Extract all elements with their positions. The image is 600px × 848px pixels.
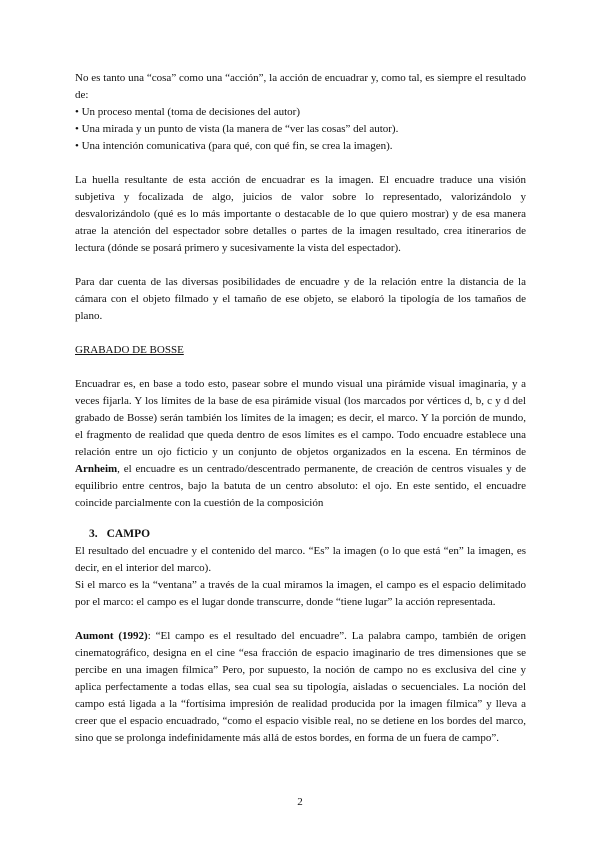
- campo-section-title: [89, 526, 526, 543]
- grabado-text-after: , el encuadre es un centrado/descentrado permanente, de creación de centros visuales y de equilibrio entre centros, bajo la batuta de un centro absoluto: el ojo. En este sentido, el encuadre coincide parcialmente con la cuestión de la composición: [75, 463, 526, 509]
- spacer: [75, 155, 526, 172]
- arnheim-author: Arnheim: [75, 463, 118, 475]
- spacer: [75, 611, 526, 628]
- document-page: [75, 70, 526, 747]
- grabado-paragraph: [75, 376, 526, 512]
- spacer: [75, 325, 526, 342]
- grabado-text-before: Encuadrar es, en base a todo esto, pasear sobre el mundo visual una pirámide visual imaginaria, y a veces fijarla. Y los límites de la base de esa pirámide visual (los marcados por vértices d, b, c y d del grabado de Bosse) serán también los límites de la imagen; es decir, el marco. Y la porción de mundo, el fragmento de realidad que queda dentro de esos límites es el campo. Todo encuadre establece una relación entre un ojo ficticio y un conjunto de objetos organizados en la escena. En términos de: [75, 378, 526, 458]
- bullet-item: • Una mirada y un punto de vista (la manera de “ver las cosas” del autor).: [75, 123, 399, 135]
- spacer: [75, 359, 526, 376]
- section-title-text: CAMPO: [106, 528, 151, 540]
- spacer: [75, 257, 526, 274]
- intro-paragraph: No es tanto una “cosa” como una “acción”, la acción de encuadrar y, como tal, es siempre el resultado de:: [75, 72, 526, 101]
- bullet-item: • Un proceso mental (toma de decisiones del autor): [75, 106, 301, 118]
- section-number: 3.: [89, 528, 98, 540]
- aumont-text: : “El campo es el resultado del encuadre”. La palabra campo, también de origen cinematográfico, designa en el cine “esa fracción de espacio imaginario de tres dimensiones que se percibe en una imagen fílmica” Pero, por supuesto, la noción de campo no es exclusiva del cine y aplica perfectamente a todas ellas, sea cual sea su tipología, aisladas o secuenciales. La noción del campo está ligada a la “fortísima impresión de realidad producida por la imagen fílmica” y lleva a creer que el espacio encuadrado, “como el espacio visible real, no se detiene en los bordes del marco, sino que se prolonga indefinidamente más allá de estos bordes, en forma de un fuera de campo”.: [75, 630, 526, 744]
- grabado-heading: GRABADO DE BOSSE: [75, 344, 184, 356]
- spacer: [75, 512, 526, 526]
- aumont-paragraph: [75, 628, 526, 747]
- bullet-item: • Una intención comunicativa (para qué, con qué fin, se crea la imagen).: [75, 140, 393, 152]
- aumont-author: Aumont (1992): [75, 630, 148, 642]
- page-number: 2: [297, 796, 303, 808]
- campo-paragraph-1: El resultado del encuadre y el contenido del marco. “Es” la imagen (o lo que está “en” la imagen, es decir, en el interior del marco).: [75, 545, 526, 574]
- tipologia-paragraph: Para dar cuenta de las diversas posibilidades de encuadre y de la relación entre la distancia de la cámara con el objeto filmado y el tamaño de ese objeto, se elaboró la tipología de los tamaños de plano.: [75, 276, 526, 322]
- campo-paragraph-2: Si el marco es la “ventana” a través de la cual miramos la imagen, el campo es el espacio delimitado por el marco: el campo es el lugar donde transcurre, donde “tiene lugar” la acción representada.: [75, 579, 526, 608]
- huella-paragraph: La huella resultante de esta acción de encuadrar es la imagen. El encuadre traduce una visión subjetiva y focalizada de algo, juicios de valor sobre lo representado, valorizándolo y desvalorizándolo (qué es lo más importante o destacable de lo que quiero mostrar) y de esa manera atrae la atención del espectador sobre detalles o partes de la imagen resultado, crea itinerarios de lectura (dónde se posará primero y sucesivamente la vista del espectador).: [75, 174, 526, 254]
